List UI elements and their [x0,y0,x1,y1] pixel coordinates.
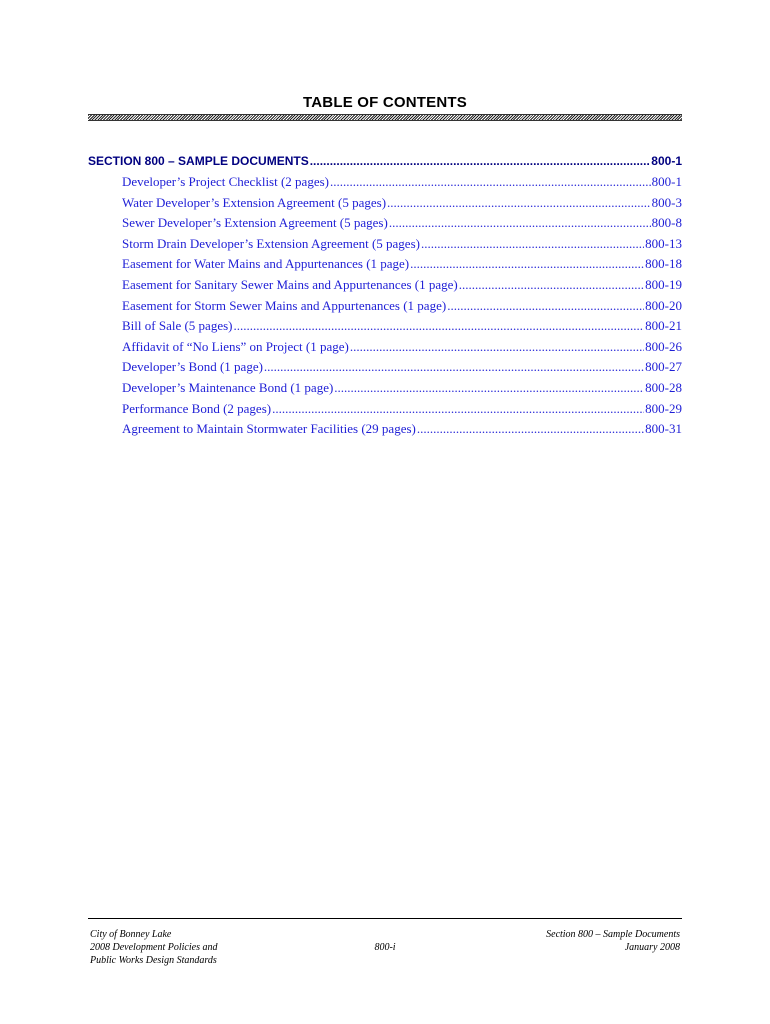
toc-entry-page: 800-20 [645,297,682,313]
page-title: TABLE OF CONTENTS [303,94,467,111]
toc-entry-page: 800-21 [645,318,682,334]
toc-entry-link[interactable] [88,275,682,296]
toc-entry-label: Sewer Developer’s Extension Agreement (5 pages) [122,215,388,231]
footer-left-block [90,928,330,968]
dot-leader [272,399,644,420]
toc-entry-label: Easement for Water Mains and Appurtenances (1 page) [122,256,410,272]
dot-leader [264,357,644,378]
toc-entry-label: Easement for Storm Sewer Mains and Appurtenances (1 page) [122,297,447,313]
toc-entry-label: Storm Drain Developer’s Extension Agreement (5 pages) [122,235,420,251]
footer-organization: City of Bonney Lake [90,929,172,940]
toc-entry-page: 800-26 [645,338,682,354]
dot-leader [421,234,644,255]
toc-entry-page: 800-31 [645,421,682,437]
dot-leader [310,150,651,172]
dot-leader [417,419,644,440]
toc-entry-link[interactable] [88,419,682,440]
footer-rule [88,918,682,919]
toc-entry-label: Developer’s Bond (1 page) [122,359,263,375]
toc-entry-link[interactable] [88,316,682,337]
toc-entry-label: Developer’s Project Checklist (2 pages) [122,174,329,189]
toc-entry-page: 800-29 [645,400,682,416]
toc-entry-link[interactable] [88,357,682,378]
toc-section-label: SECTION 800 – SAMPLE DOCUMENTS [88,154,309,168]
footer-document-name-line2: Public Works Design Standards [90,955,217,967]
toc-entry-page: 800-18 [645,256,682,272]
toc-entry-label: Performance Bond (2 pages) [122,400,272,416]
toc-entry-link[interactable] [88,254,682,275]
toc-entry-label: Affidavit of “No Liens” on Project (1 page) [122,338,349,354]
toc-entry-link[interactable] [88,234,682,255]
dot-leader [330,172,651,193]
dot-leader [389,213,651,234]
toc-entry-link[interactable] [88,296,682,317]
toc-entry-label: Agreement to Maintain Stormwater Facilities (29 pages) [122,421,416,437]
table-of-contents [88,150,682,440]
toc-entry-page: 800-27 [645,359,682,375]
dot-leader [334,378,644,399]
toc-entry-link[interactable] [88,378,682,399]
toc-entry-link[interactable] [88,213,682,234]
footer-page-number [335,941,435,954]
footer-right-block [430,928,680,954]
title-underline-rule [88,114,682,121]
toc-entry-label: Bill of Sale (5 pages) [122,318,233,334]
dot-leader [447,296,644,317]
dot-leader [410,254,644,275]
toc-entry-page: 800-19 [645,276,682,292]
dot-leader [387,193,651,214]
toc-entry-page: 800-13 [645,235,682,251]
dot-leader [350,337,644,358]
footer-date: January 2008 [624,942,680,954]
page-number: 800-i [374,942,396,953]
toc-entry-link[interactable] [88,337,682,358]
footer-document-name-line1: 2008 Development Policies and [90,942,218,954]
toc-section-page: 800-1 [651,154,682,168]
dot-leader [233,316,644,337]
toc-entry-label: Easement for Sanitary Sewer Mains and Appurtenances (1 page) [122,276,458,292]
toc-entry-page: 800-28 [645,379,682,395]
toc-entry-label: Developer’s Maintenance Bond (1 page) [122,379,334,395]
toc-entry-link[interactable] [88,172,682,193]
toc-section-heading-link[interactable] [88,150,682,172]
footer-section-name: Section 800 – Sample Documents [546,929,680,940]
toc-entry-link[interactable] [88,193,682,214]
toc-entry-page: 800-1 [651,174,682,189]
toc-entry-label: Water Developer’s Extension Agreement (5 pages) [122,194,387,210]
toc-entry-page: 800-8 [651,215,682,231]
dot-leader [459,275,644,296]
toc-entry-page: 800-3 [651,194,682,210]
toc-entry-link[interactable] [88,399,682,420]
